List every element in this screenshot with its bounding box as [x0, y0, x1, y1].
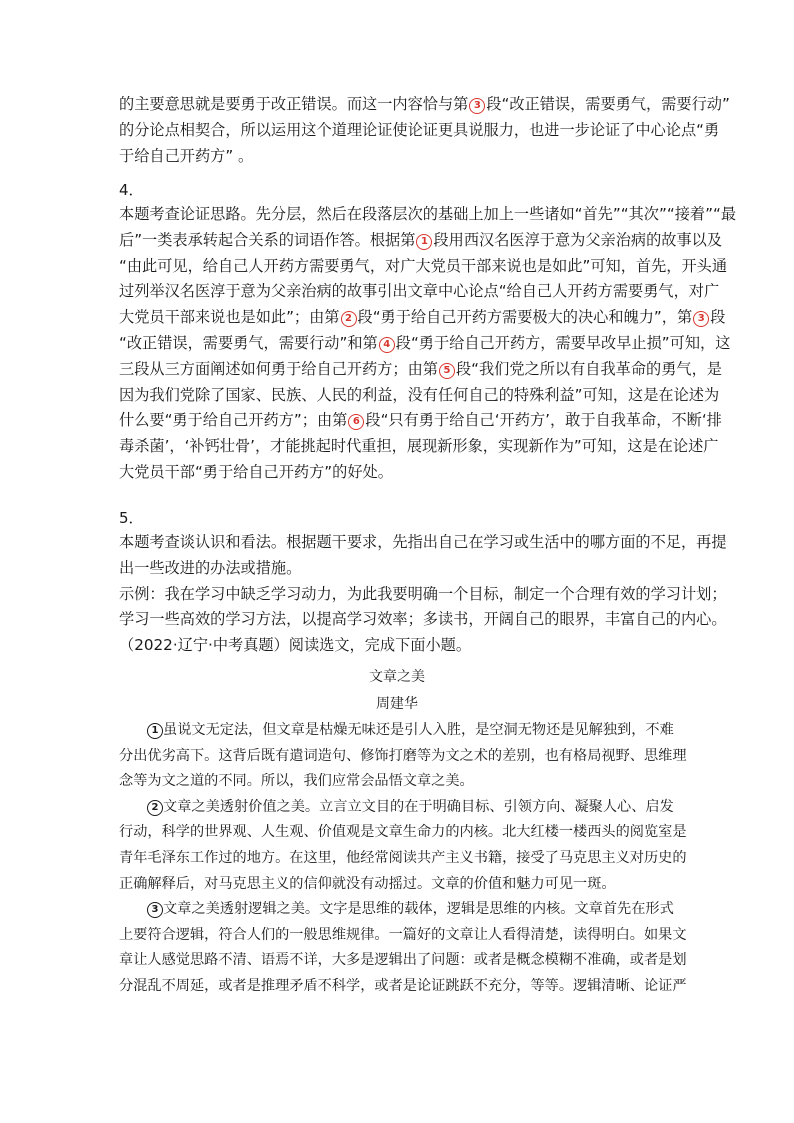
text-segment: 三段从三方面阐述如何勇于给自己开药方；由第	[119, 359, 438, 378]
paragraph-number-marker: 3	[147, 902, 163, 918]
text-line	[119, 460, 679, 486]
text-line	[119, 795, 681, 821]
text-line	[119, 846, 687, 872]
text-segment: 大党员干部“勇于给自己开药方”的好处。	[119, 462, 393, 481]
paragraph-ref-marker: 3	[693, 311, 709, 327]
text-segment: 分混乱不周延，或者是推理矛盾不科学，或者是论证跳跃不充分，等等。逻辑清晰、论证严	[119, 977, 687, 994]
paragraph-ref-marker: 6	[348, 414, 364, 430]
article-title: 文章之美	[369, 669, 425, 685]
text-line	[119, 820, 687, 846]
text-segment: 本题考查论证思路。先分层，然后在段落层次的基础上加上一些诸如“首先”“其次”“接着”“最	[119, 205, 737, 223]
text-segment: 分出优劣高下。这背后既有遣词造句、修饰打磨等为文之术的差别，也有格局视野、思维理	[119, 747, 687, 764]
text-line	[119, 305, 726, 331]
article-body	[119, 718, 687, 1000]
text-segment: 虽说文无定法，但文章是枯燥无味还是引人入胜，是空洞无物还是见解独到，不难	[163, 722, 674, 738]
text-segment: 大党员干部来说也是如此”；由第	[119, 308, 340, 327]
text-line	[119, 254, 728, 280]
question-5-answer	[119, 530, 727, 659]
article-paragraph	[119, 718, 687, 795]
text-line	[119, 530, 727, 556]
text-segment: “改正错误，需要勇气，需要行动”和第	[119, 333, 378, 352]
text-segment: 学习一些高效的学习方法，以提高学习效率；多读书，开阔自己的眼界，丰富自己的内心。	[119, 610, 727, 629]
text-segment: 章让人感觉思路不清、语焉不详，大多是逻辑出了问题：或者是概念模糊不准确，或者是划	[119, 952, 687, 969]
text-segment: （2022·辽宁·中考真题）阅读选文，完成下面小题。	[119, 636, 472, 655]
text-line	[119, 279, 720, 305]
text-line	[119, 948, 687, 974]
text-segment: 段“勇于给自己开药方需要极大的决心和魄力”，第	[357, 308, 693, 327]
text-segment: 段“改正错误，需要勇气，需要行动”	[486, 95, 730, 113]
text-segment: 段	[710, 308, 726, 327]
text-segment: 段“只有勇于给自己‘开药方’，敢于自我革命，不断‘排	[365, 411, 722, 430]
text-line	[119, 383, 720, 409]
text-segment: 段“勇于给自己开药方，需要早改早止损”可知，这	[395, 333, 731, 352]
text-segment: 于给自己开药方” 。	[119, 146, 254, 165]
text-segment: 正确解释后，对马克思主义的信仰就没有动摇过。文章的价值和魅力可见一斑。	[119, 875, 616, 892]
text-segment: 青年毛泽东工作过的地方。在这里，他经常阅读共产主义书籍，接受了马克思主义对历史的	[119, 849, 687, 866]
text-line	[119, 897, 681, 923]
text-line	[119, 607, 727, 633]
text-line	[119, 434, 719, 460]
text-segment: 文章之美透射价值之美。立言立文目的在于明确目标、引领方向、凝聚人心、启发	[163, 798, 674, 815]
text-line	[119, 118, 720, 144]
paragraph-ref-marker: 2	[341, 311, 357, 327]
text-segment: 的分论点相契合，所以运用这个道理论证使论证更具说服力，也进一步论证了中心论点“勇	[119, 120, 720, 139]
text-line	[119, 744, 687, 770]
question-5-number: 5．	[119, 509, 144, 527]
text-segment: 因为我们党除了国家、民族、人民的利益，没有任何自己的特殊利益”可知，这是在论述为	[119, 385, 720, 404]
text-segment: 行动，科学的世界观、人生观、价值观是文章生命力的内核。北大红楼一楼西头的阅览室是	[119, 824, 687, 841]
text-segment: 段“我们党之所以有自我革命的勇气，是	[455, 359, 722, 378]
text-segment: 本题考查谈认识和看法。根据题干要求，先指出自己在学习或生活中的哪方面的不足，再提	[119, 533, 727, 551]
paragraph-number-marker: 1	[147, 723, 163, 739]
text-segment: 后”一类表承转起合关系的词语作答。根据第	[119, 230, 416, 249]
article-author: 周建华	[376, 696, 418, 712]
text-line	[119, 331, 731, 357]
paragraph-number-marker: 2	[147, 800, 163, 816]
text-segment: 段用西汉名医淳于意为父亲治病的故事以及	[433, 230, 722, 249]
text-segment: 毒杀菌’，‘补钙壮骨’，才能挑起时代重担，展现新形象，实现新作为”可知，这是在论述广	[119, 437, 719, 456]
text-line	[119, 92, 730, 118]
paragraph-ref-marker: 4	[379, 337, 395, 353]
text-segment: 上要符合逻辑，符合人们的一般思维规律。一篇好的文章让人看得清楚，读得明白。如果文	[119, 926, 687, 943]
question-4-number: 4．	[119, 181, 144, 199]
text-line	[119, 872, 681, 898]
text-line	[119, 923, 687, 949]
paragraph-ref-marker: 1	[416, 234, 432, 250]
text-segment: 念等为文之道的不同。所以，我们应常会品悟文章之美。	[119, 773, 474, 790]
article-paragraph	[119, 897, 687, 999]
text-segment: 文章之美透射逻辑之美。文字是思维的载体，逻辑是思维的内核。文章首先在形式	[163, 901, 674, 918]
text-line	[119, 556, 679, 582]
text-line	[119, 228, 722, 254]
text-line	[119, 974, 687, 1000]
question-4-answer	[119, 202, 737, 486]
text-line	[119, 202, 737, 228]
paragraph-ref-marker: 3	[469, 98, 485, 114]
text-segment: 示例：我在学习中缺乏学习动力，为此我要明确一个目标，制定一个合理有效的学习计划；	[119, 584, 727, 603]
text-segment: 过列举汉名医淳于意为父亲治病的故事引出文章中心论点“给自己人开药方需要勇气，对广	[119, 282, 720, 301]
text-line	[119, 357, 722, 383]
text-line	[119, 718, 681, 744]
text-line	[119, 582, 727, 608]
text-line	[119, 633, 679, 659]
text-line	[119, 769, 681, 795]
text-segment: 什么要“勇于给自己开药方”；由第	[119, 411, 348, 430]
text-segment: 的主要意思就是要勇于改正错误。而这一内容恰与第	[119, 95, 469, 113]
text-segment: “由此可见，给自己人开药方需要勇气，对广大党员干部来说也是如此”可知，首先，开头通	[119, 256, 728, 275]
text-line	[119, 408, 722, 434]
text-line	[119, 144, 679, 170]
article-paragraph	[119, 795, 687, 897]
text-segment: 出一些改进的办法或措施。	[119, 558, 302, 577]
answer-continuation	[119, 92, 730, 169]
paragraph-ref-marker: 5	[439, 363, 455, 379]
